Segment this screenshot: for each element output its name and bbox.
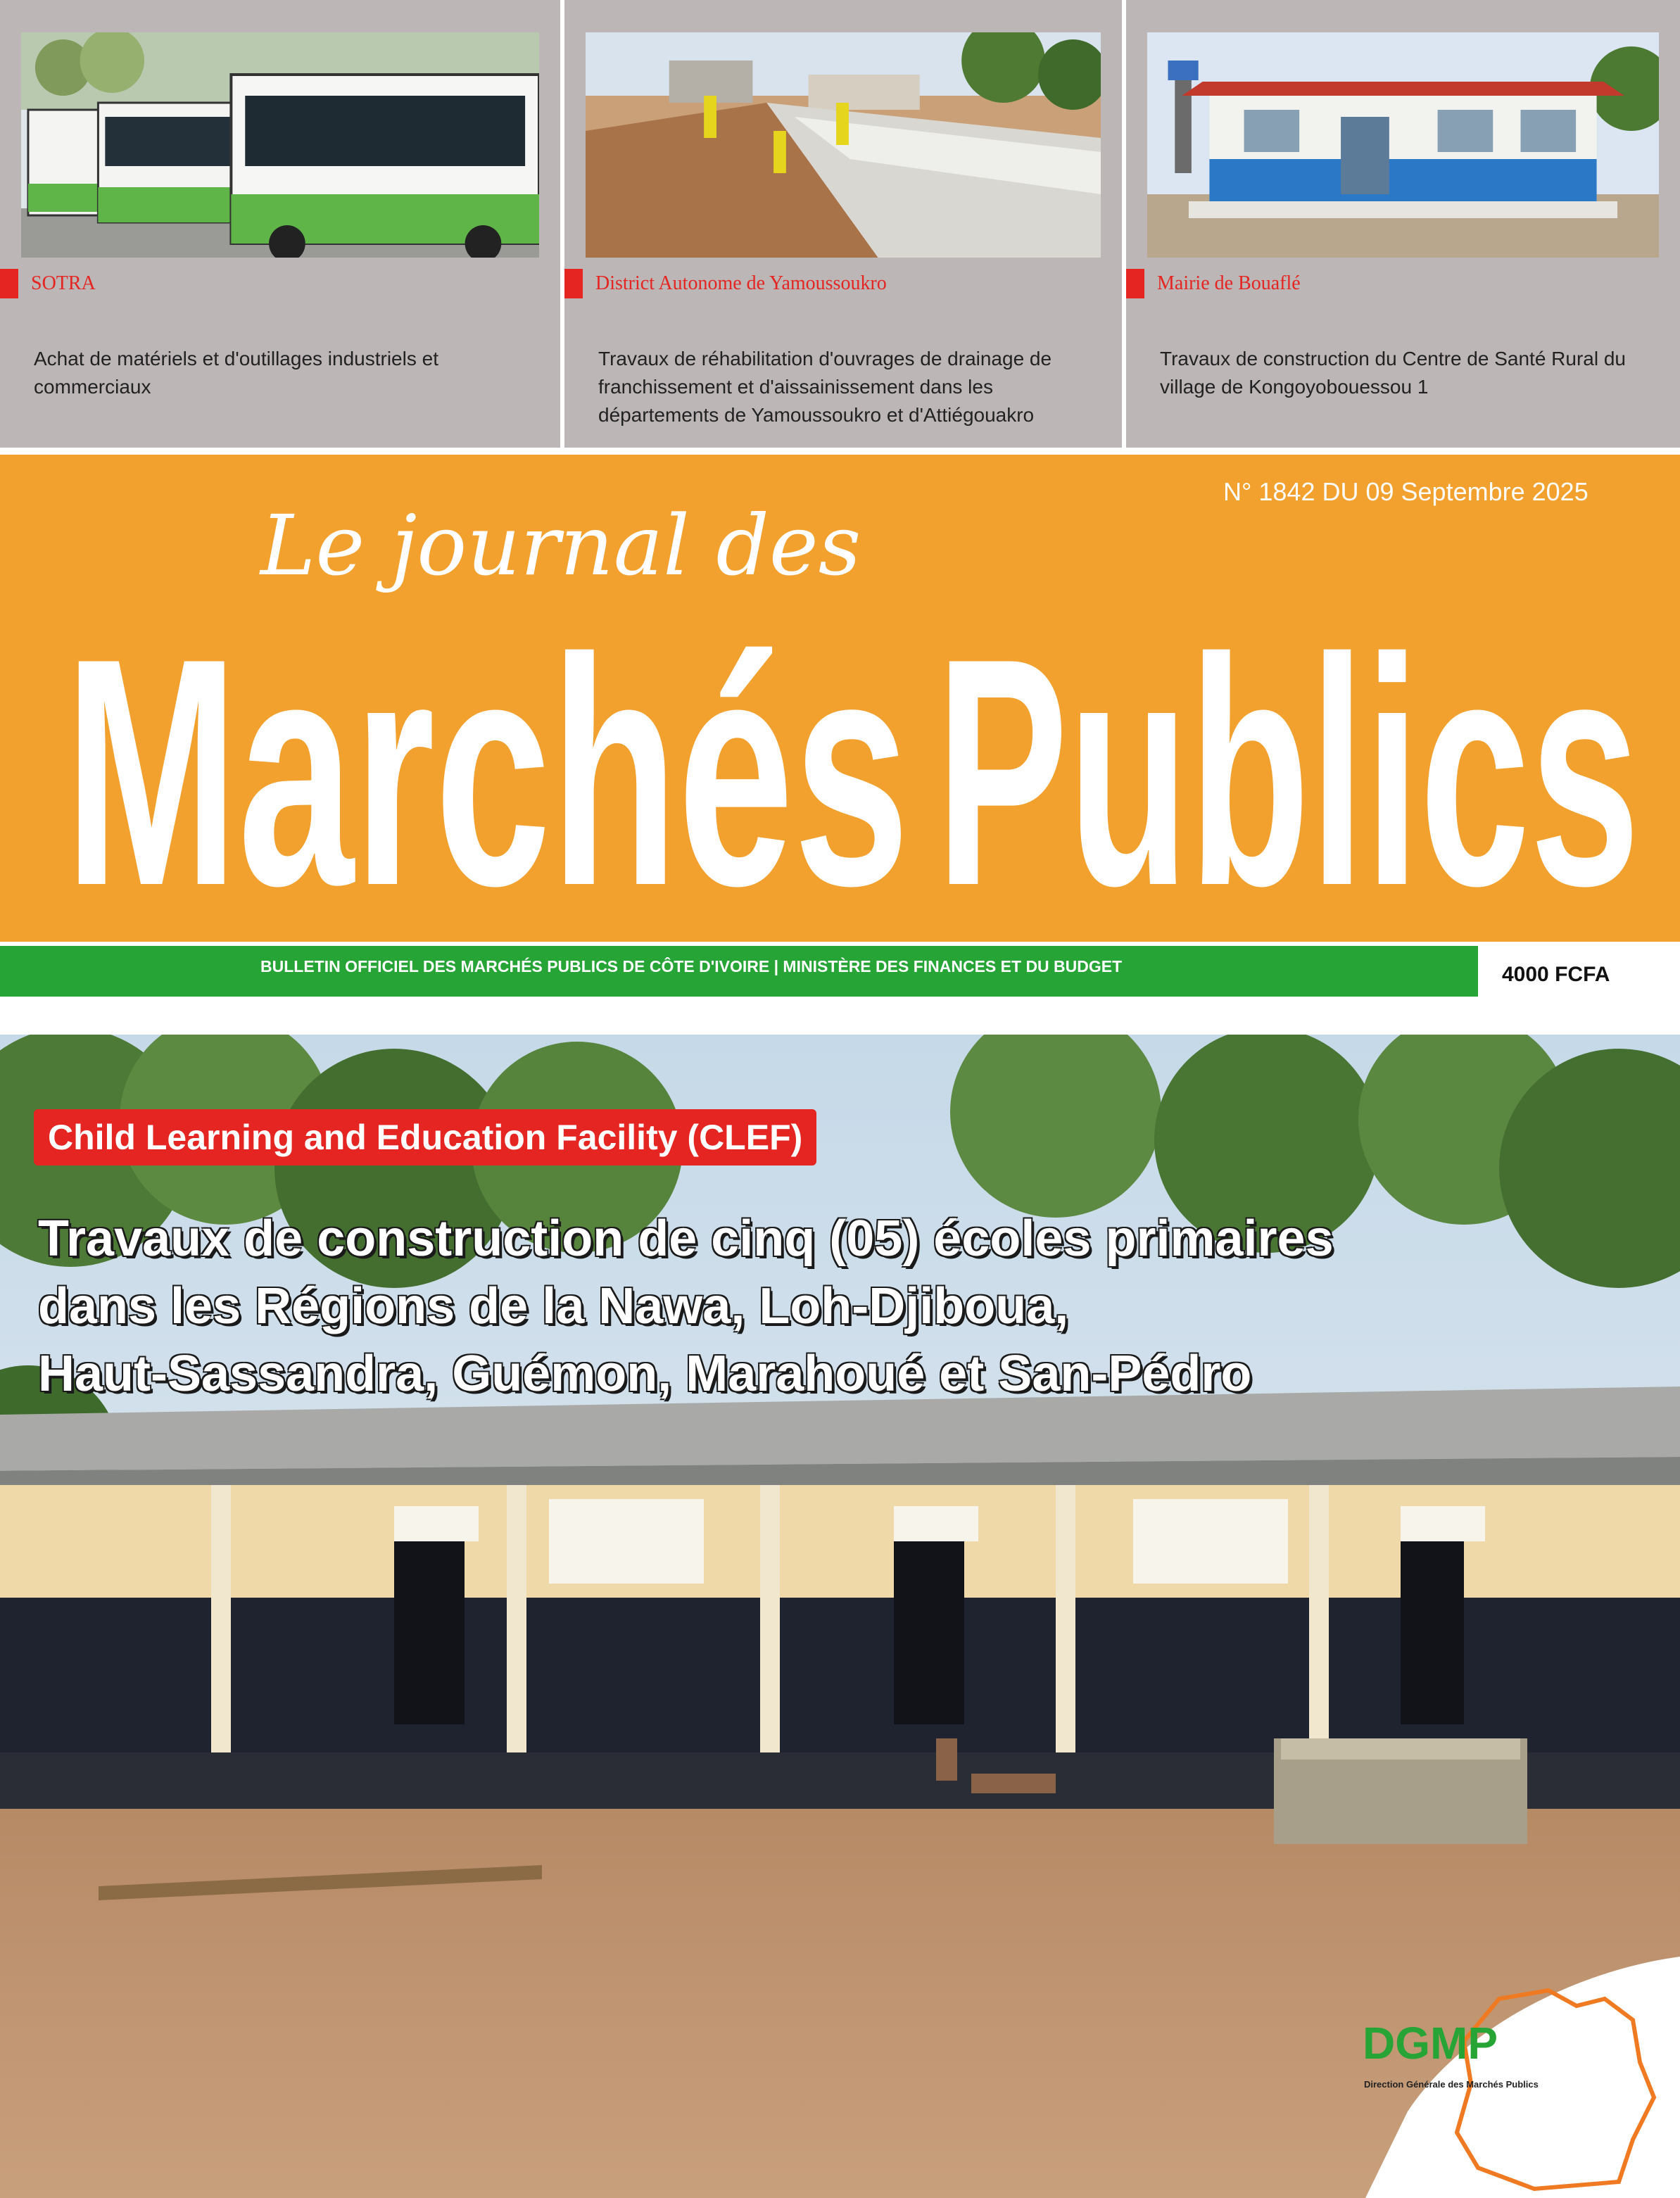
drainage-works-photo bbox=[586, 32, 1101, 258]
health-center-photo bbox=[1147, 32, 1659, 258]
logo-badge bbox=[1323, 1957, 1680, 2198]
title-word-publics: Publics bbox=[936, 592, 1640, 912]
teaser-strip bbox=[0, 0, 1680, 450]
bulletin-text: BULLETIN OFFICIEL DES MARCHÉS PUBLICS DE CÔTE D'IVOIRE | MINISTÈRE DES FINANCES ET DU BUDGET bbox=[260, 957, 1123, 975]
red-marker bbox=[0, 269, 18, 298]
price: 4000 FCFA bbox=[1502, 963, 1610, 986]
buses-photo bbox=[21, 32, 539, 258]
headline-line: dans les Régions de la Nawa, Loh-Djiboua, bbox=[38, 1278, 1069, 1334]
feature-kicker: Child Learning and Education Facility (CLEF) bbox=[34, 1109, 816, 1166]
journal-title bbox=[0, 532, 1680, 912]
teaser-org: District Autonome de Yamoussoukro bbox=[595, 272, 887, 294]
dgmp-acronym: DGMP bbox=[1363, 2018, 1498, 2068]
teaser-org: SOTRA bbox=[31, 272, 96, 294]
teaser-description: Achat de matériels et d'outillages industriels et commerciaux bbox=[34, 348, 438, 398]
title-word-marches: Marchés bbox=[65, 592, 909, 912]
script-title: Le journal des bbox=[260, 497, 861, 594]
issue-number: N° 1842 DU 09 Septembre 2025 bbox=[1223, 477, 1589, 506]
teaser-card-yamoussoukro[interactable] bbox=[564, 0, 1122, 448]
headline-line: Travaux de construction de cinq (05) écoles primaires bbox=[38, 1211, 1334, 1267]
headline-line: Haut-Sassandra, Guémon, Marahoué et San-Pédro bbox=[38, 1346, 1252, 1402]
red-marker bbox=[564, 269, 583, 298]
teaser-description: Travaux de réhabilitation d'ouvrages de drainage de franchissement et d'aissainissement dans les départements de Yamoussoukro et d'Attiégouakro bbox=[598, 348, 1052, 426]
teaser-card-bouafle[interactable] bbox=[1126, 0, 1680, 448]
dgmp-full-name: Direction Générale des Marchés Publics bbox=[1364, 2079, 1539, 2090]
teaser-org: Mairie de Bouaflé bbox=[1157, 272, 1301, 294]
teaser-description: Travaux de construction du Centre de Santé Rural du village de Kongoyobouessou 1 bbox=[1160, 348, 1627, 398]
red-marker bbox=[1126, 269, 1144, 298]
feature-headline bbox=[38, 1205, 1586, 1408]
teaser-card-sotra[interactable] bbox=[0, 0, 560, 448]
masthead bbox=[0, 455, 1680, 986]
